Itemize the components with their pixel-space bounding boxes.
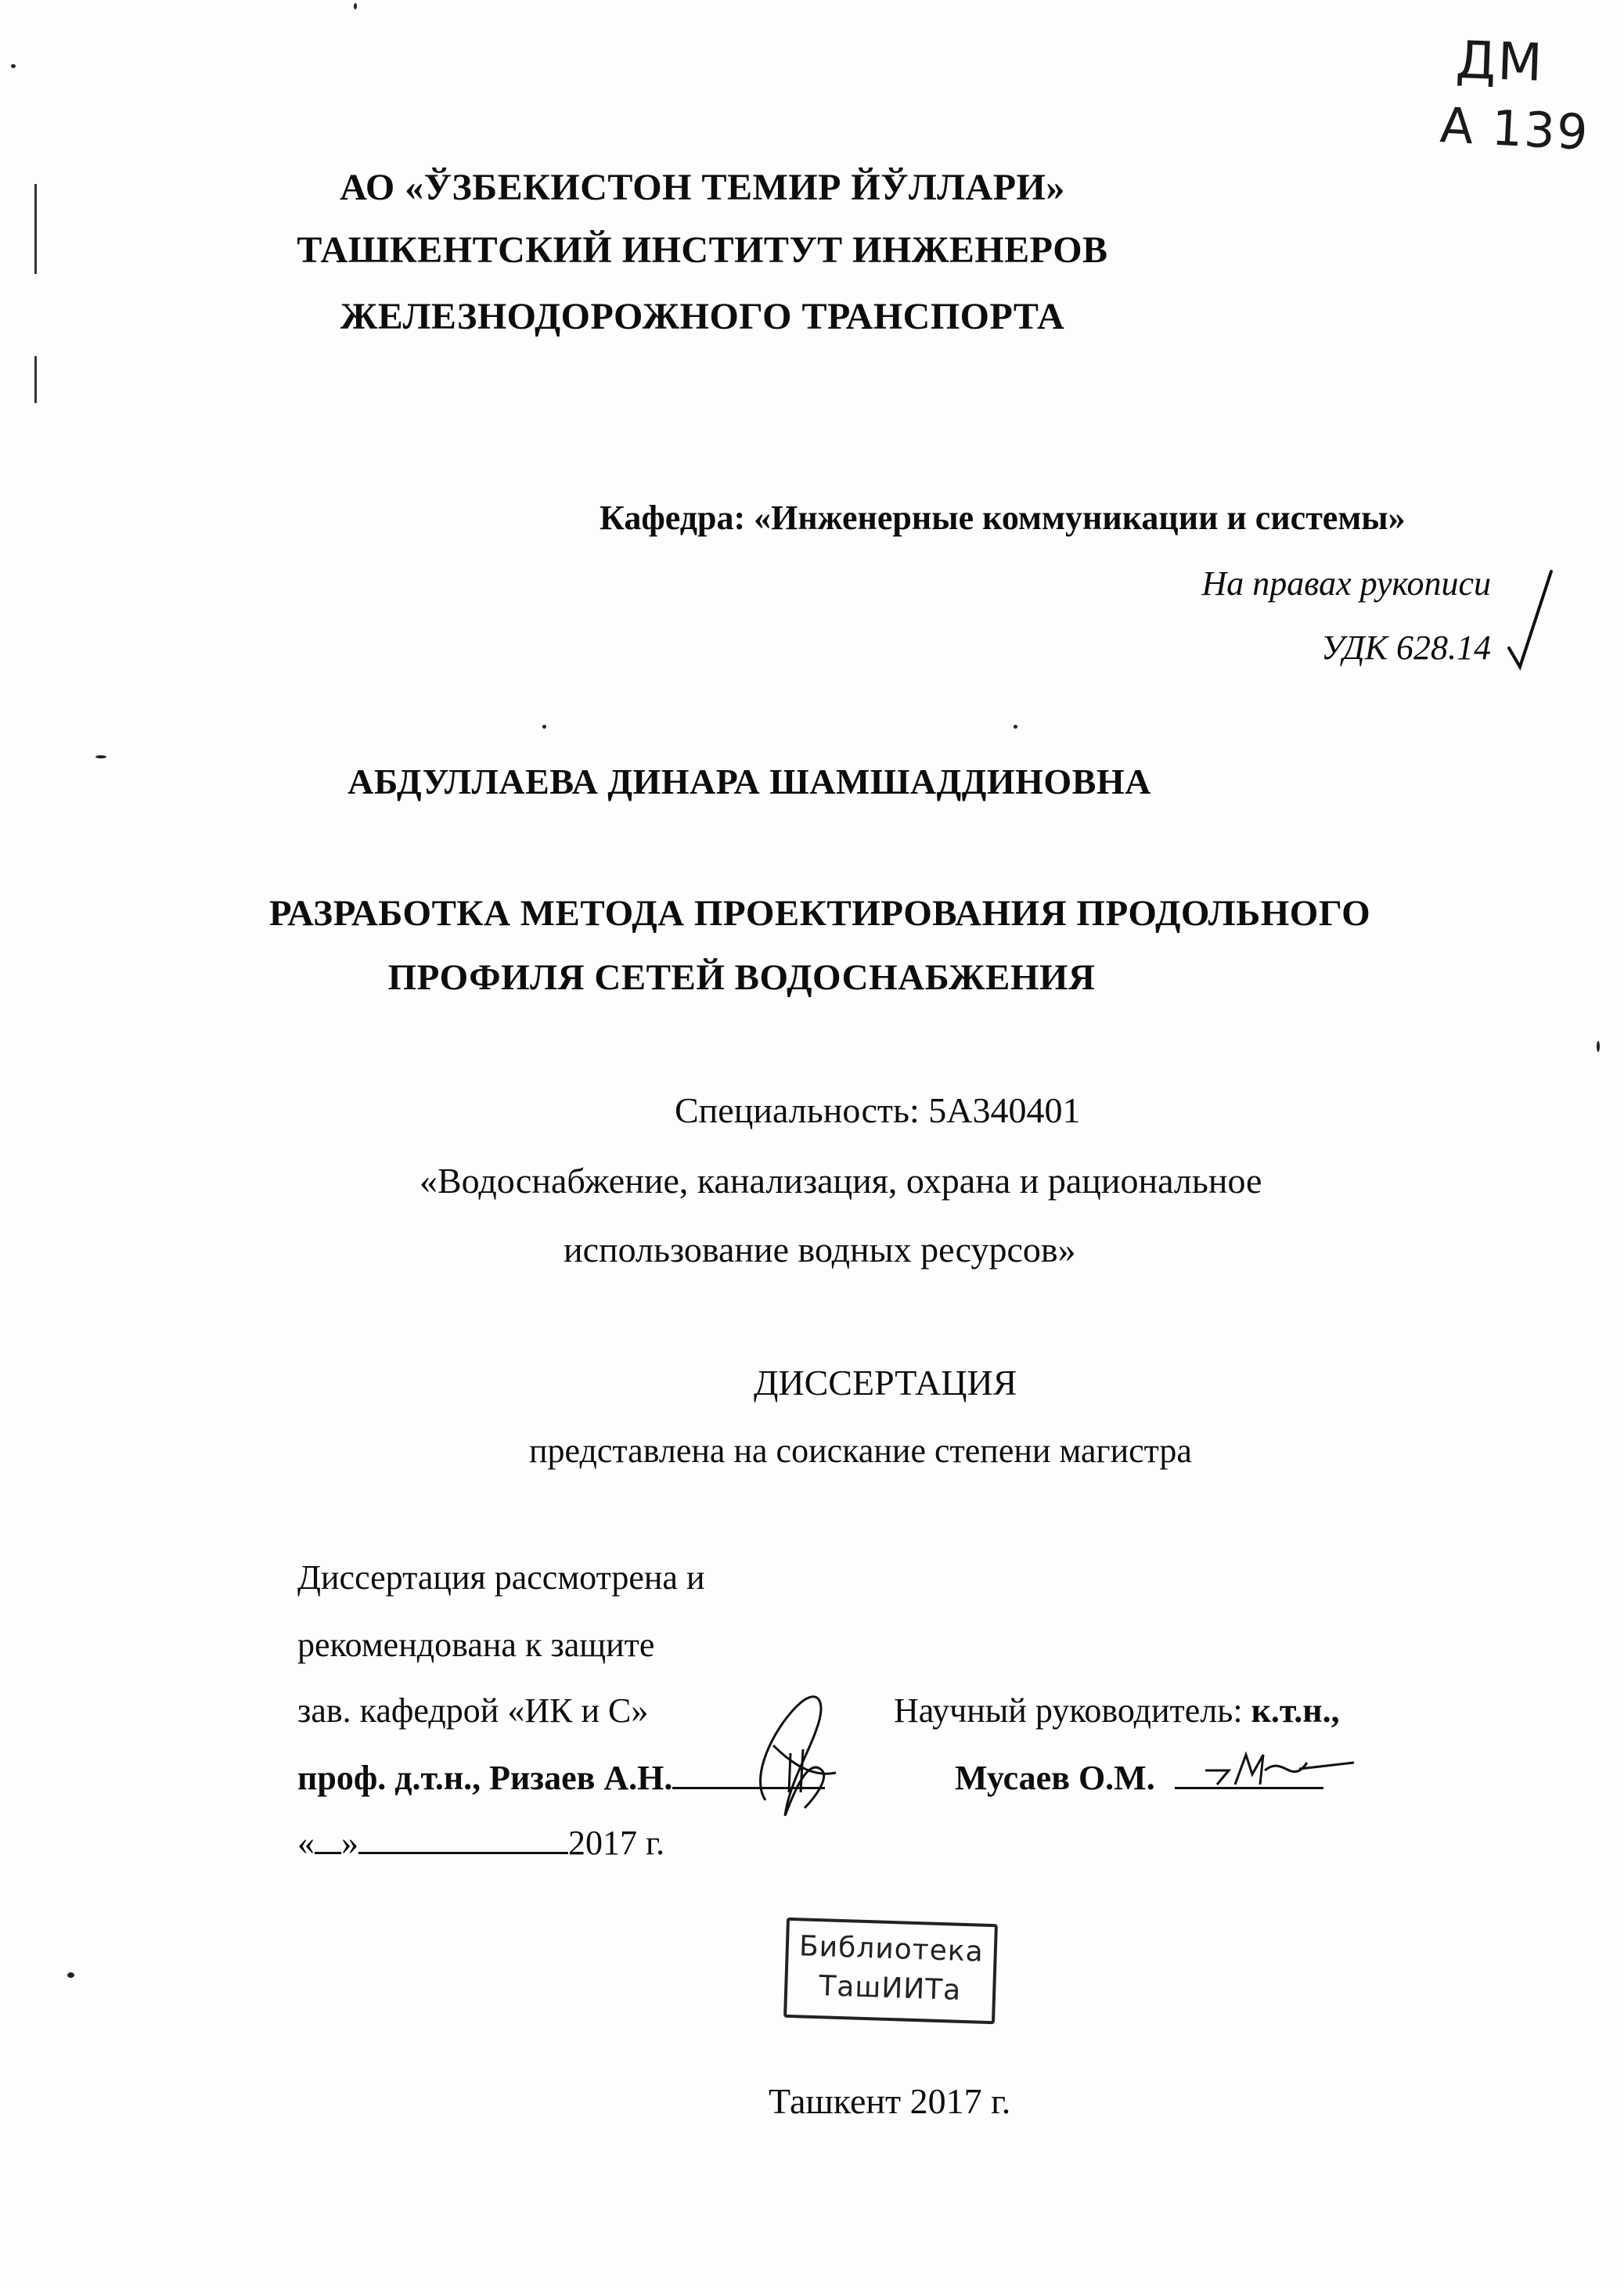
supervisor-degree: к.т.н., <box>1251 1691 1340 1730</box>
archive-code-line2: А 139 <box>1439 96 1591 161</box>
approval-year: 2017 г. <box>568 1824 665 1862</box>
document-type: ДИССЕРТАЦИЯ <box>754 1363 1017 1403</box>
scan-speck <box>1597 1041 1600 1052</box>
scan-speck <box>354 3 357 9</box>
institution-line-1: АО «ЎЗБЕКИСТОН ТЕМИР ЙЎЛЛАРИ» <box>340 167 1065 208</box>
scan-mark <box>34 356 37 403</box>
supervisor-signature-icon <box>1197 1739 1362 1802</box>
institution-line-2: ТАШКЕНТСКИЙ ИНСТИТУТ ИНЖЕНЕРОВ <box>297 229 1108 271</box>
stamp-line-2: ТашИИТа <box>818 1970 962 2007</box>
scan-speck <box>1014 725 1017 729</box>
supervisor-name: Мусаев О.М. <box>955 1759 1155 1797</box>
archive-code-line1: ДМ <box>1454 30 1545 93</box>
day-blank <box>315 1821 341 1854</box>
scan-speck <box>542 725 546 729</box>
approval-date-line <box>297 1821 664 1863</box>
scan-speck <box>11 64 16 68</box>
institution-line-3: ЖЕЛЕЗНОДОРОЖНОГО ТРАНСПОРТА <box>340 296 1065 337</box>
specialty-name-line-2: использование водных ресурсов» <box>564 1230 1076 1270</box>
checkmark-icon <box>1503 564 1565 689</box>
head-of-department: проф. д.т.н., Ризаев А.Н. <box>297 1759 673 1797</box>
title-line-2: ПРОФИЛЯ СЕТЕЙ ВОДОСНАБЖЕНИЯ <box>387 957 1096 998</box>
supervisor-line <box>894 1691 1340 1731</box>
manuscript-note: На правах рукописи <box>1201 564 1491 603</box>
author-name: АБДУЛЛАЕВА ДИНАРА ШАМШАДДИНОВНА <box>347 762 1151 801</box>
approval-line-2: рекомендована к защите <box>297 1626 655 1664</box>
handwritten-archive-number <box>1439 96 1590 161</box>
stamp-line-1: Библиотека <box>798 1930 985 1968</box>
date-quote-close: » <box>341 1824 358 1862</box>
head-signature-icon <box>742 1683 852 1831</box>
scan-speck <box>67 1972 74 1978</box>
date-quote-open: « <box>297 1824 315 1862</box>
scan-speck <box>95 755 106 758</box>
month-blank <box>358 1821 568 1854</box>
degree-statement: представлена на соискание степени магистра <box>529 1432 1192 1470</box>
city-year: Ташкент 2017 г. <box>769 2081 1011 2121</box>
library-stamp <box>783 1918 998 2024</box>
approval-line-1: Диссертация рассмотрена и <box>297 1558 705 1597</box>
supervisor-label: Научный руководитель: <box>894 1691 1251 1730</box>
specialty-code: Специальность: 5А340401 <box>675 1090 1081 1130</box>
department: Кафедра: «Инженерные коммуникации и системы» <box>600 499 1406 537</box>
approval-line-3: зав. кафедрой «ИК и С» <box>297 1691 649 1730</box>
udk-code: УДК 628.14 <box>1320 628 1491 667</box>
specialty-name-line-1: «Водоснабжение, канализация, охрана и рациональное <box>420 1161 1262 1201</box>
title-line-1: РАЗРАБОТКА МЕТОДА ПРОЕКТИРОВАНИЯ ПРОДОЛЬНОГО <box>268 893 1371 934</box>
handwritten-archive-code <box>1455 30 1545 93</box>
